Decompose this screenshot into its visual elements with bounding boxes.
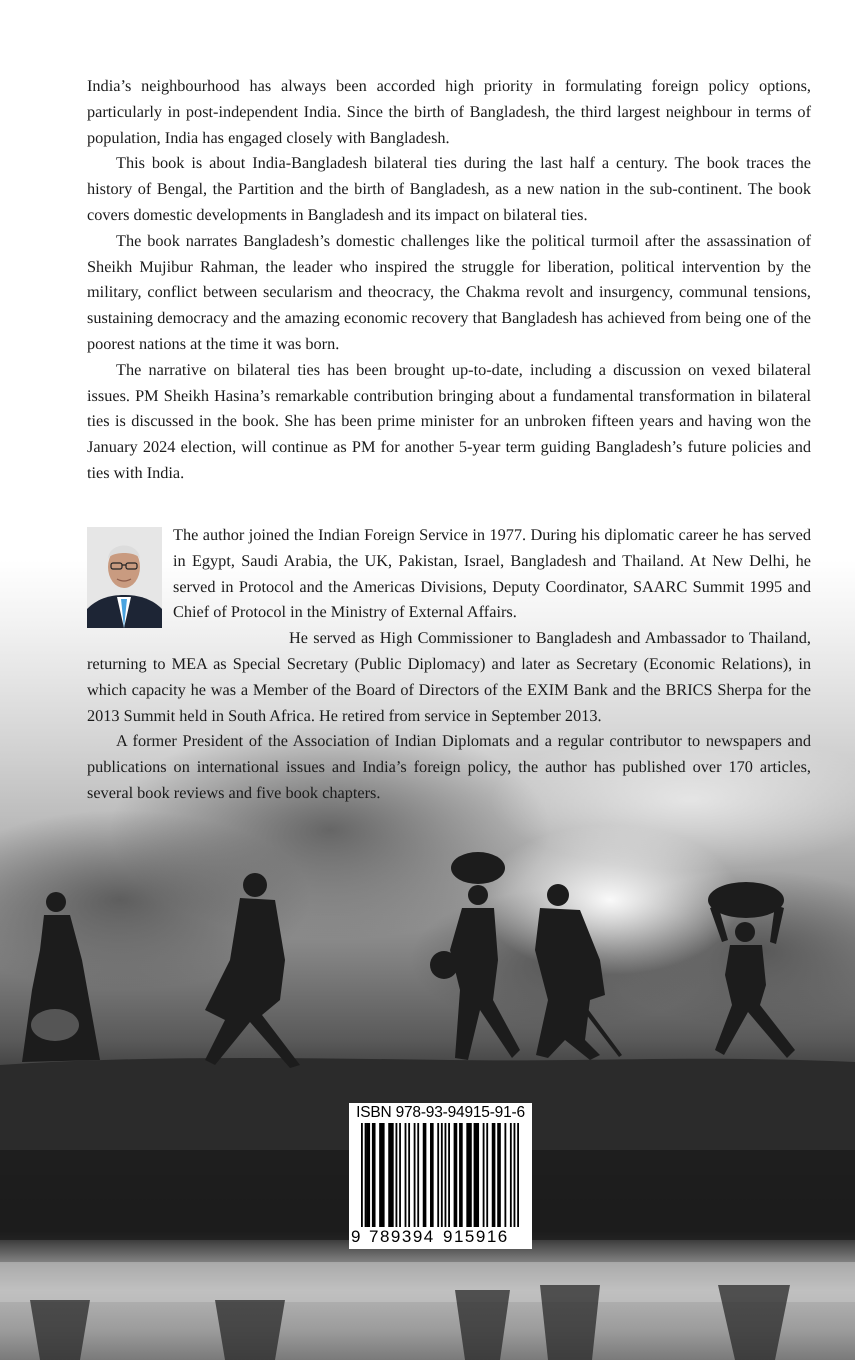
barcode-bar xyxy=(437,1123,439,1227)
author-paragraph-3: A former President of the Association of Indian Diplomats and a regular contributor to newspapers and publications on international issues and India’s foreign policy, the author has published over 170 articles, several book reviews and five book chapters. xyxy=(87,731,811,802)
barcode-digits-right: 915916 xyxy=(443,1227,509,1246)
barcode-bar xyxy=(514,1123,516,1227)
barcode-digit-lead: 9 xyxy=(351,1227,361,1246)
author-bio xyxy=(87,522,811,806)
barcode-bar xyxy=(361,1123,363,1227)
barcode-bar xyxy=(474,1123,479,1227)
barcode-bar xyxy=(448,1123,450,1227)
barcode-bar xyxy=(466,1123,471,1227)
barcode-bar xyxy=(405,1123,407,1227)
barcode-bar xyxy=(372,1123,376,1227)
blurb-paragraph-3: The book narrates Bangladesh’s domestic challenges like the political turmoil after the assassination of Sheikh Mujibur Rahman, the leader who inspired the struggle for liberation, political intervention by the military, conflict between secularism and theocracy, the Chakma revolt and insurgency, communal tensions, sustaining democracy and the amazing economic recovery that Bangladesh has achieved from being one of the poorest nations at the time it was born. xyxy=(87,230,811,353)
barcode-bar xyxy=(441,1123,443,1227)
barcode-bar xyxy=(423,1123,427,1227)
book-blurb xyxy=(87,73,811,486)
author-portrait-icon xyxy=(87,527,162,628)
barcode-digits xyxy=(349,1227,532,1247)
barcode-bars-icon xyxy=(359,1123,524,1229)
barcode-bar xyxy=(486,1123,488,1227)
barcode-bar xyxy=(510,1123,512,1227)
author-paragraph-1: The author joined the Indian Foreign Service in 1977. During his diplomatic career he has served in Egypt, Saudi Arabia, the UK, Pakistan, Israel, Bangladesh and Thailand. At New Delhi, he served in Protocol and the Americas Divisions, Deputy Coordinator, SAARC Summit 1995 and Chief of Protocol in the Ministry of External Affairs. xyxy=(173,525,811,622)
barcode-digits-left: 789394 xyxy=(369,1227,435,1246)
barcode-bar xyxy=(504,1123,506,1227)
isbn-label: ISBN 978-93-94915-91-6 xyxy=(356,1104,525,1121)
barcode-bar xyxy=(414,1123,416,1227)
blurb-paragraph-1: India’s neighbourhood has always been accorded high priority in formulating foreign policy options, particularly in post-independent India. Since the birth of Bangladesh, the third largest neighbour in terms of population, India has engaged closely with Bangladesh. xyxy=(87,76,811,147)
barcode-bar xyxy=(379,1123,384,1227)
barcode-bar xyxy=(366,1123,370,1227)
barcode-bar xyxy=(388,1123,393,1227)
isbn-barcode xyxy=(349,1103,532,1249)
barcode-bar xyxy=(517,1123,519,1227)
blurb-paragraph-2: This book is about India-Bangladesh bilateral ties during the last half a century. The book traces the history of Bengal, the Partition and the birth of Bangladesh, as a new nation in the sub-continent. The book covers domestic developments in Bangladesh and its impact on bilateral ties. xyxy=(87,153,811,224)
author-photo xyxy=(87,527,162,628)
barcode-bar xyxy=(492,1123,496,1227)
barcode-bar xyxy=(365,1123,367,1227)
barcode-bar xyxy=(417,1123,419,1227)
barcode-bar xyxy=(459,1123,463,1227)
barcode-bar xyxy=(399,1123,401,1227)
author-paragraph-2: He served as High Commissioner to Bangladesh and Ambassador to Thailand, returning to MEA as Special Secretary (Public Diplomacy) and later as Secretary (Economic Relations), in which capacity he was a Member of the Board of Directors of the EXIM Bank and the BRICS Sherpa for the 2013 Summit held in South Africa. He retired from service in September 2013. xyxy=(87,628,811,725)
barcode-bar xyxy=(483,1123,485,1227)
barcode-bar xyxy=(408,1123,410,1227)
barcode-bar xyxy=(454,1123,458,1227)
barcode-bar xyxy=(497,1123,501,1227)
blurb-paragraph-4: The narrative on bilateral ties has been brought up-to-date, including a discussion on vexed bilateral issues. PM Sheikh Hasina’s remarkable contribution bringing about a fundamental transformation in bilateral ties is discussed in the book. She has been prime minister for an unbroken fifteen years and having won the January 2024 election, will continue as PM for another 5-year term guiding Bangladesh’s future policies and ties with India. xyxy=(87,359,811,482)
barcode-bar xyxy=(445,1123,447,1227)
barcode-bar xyxy=(396,1123,398,1227)
barcode-bar xyxy=(430,1123,434,1227)
